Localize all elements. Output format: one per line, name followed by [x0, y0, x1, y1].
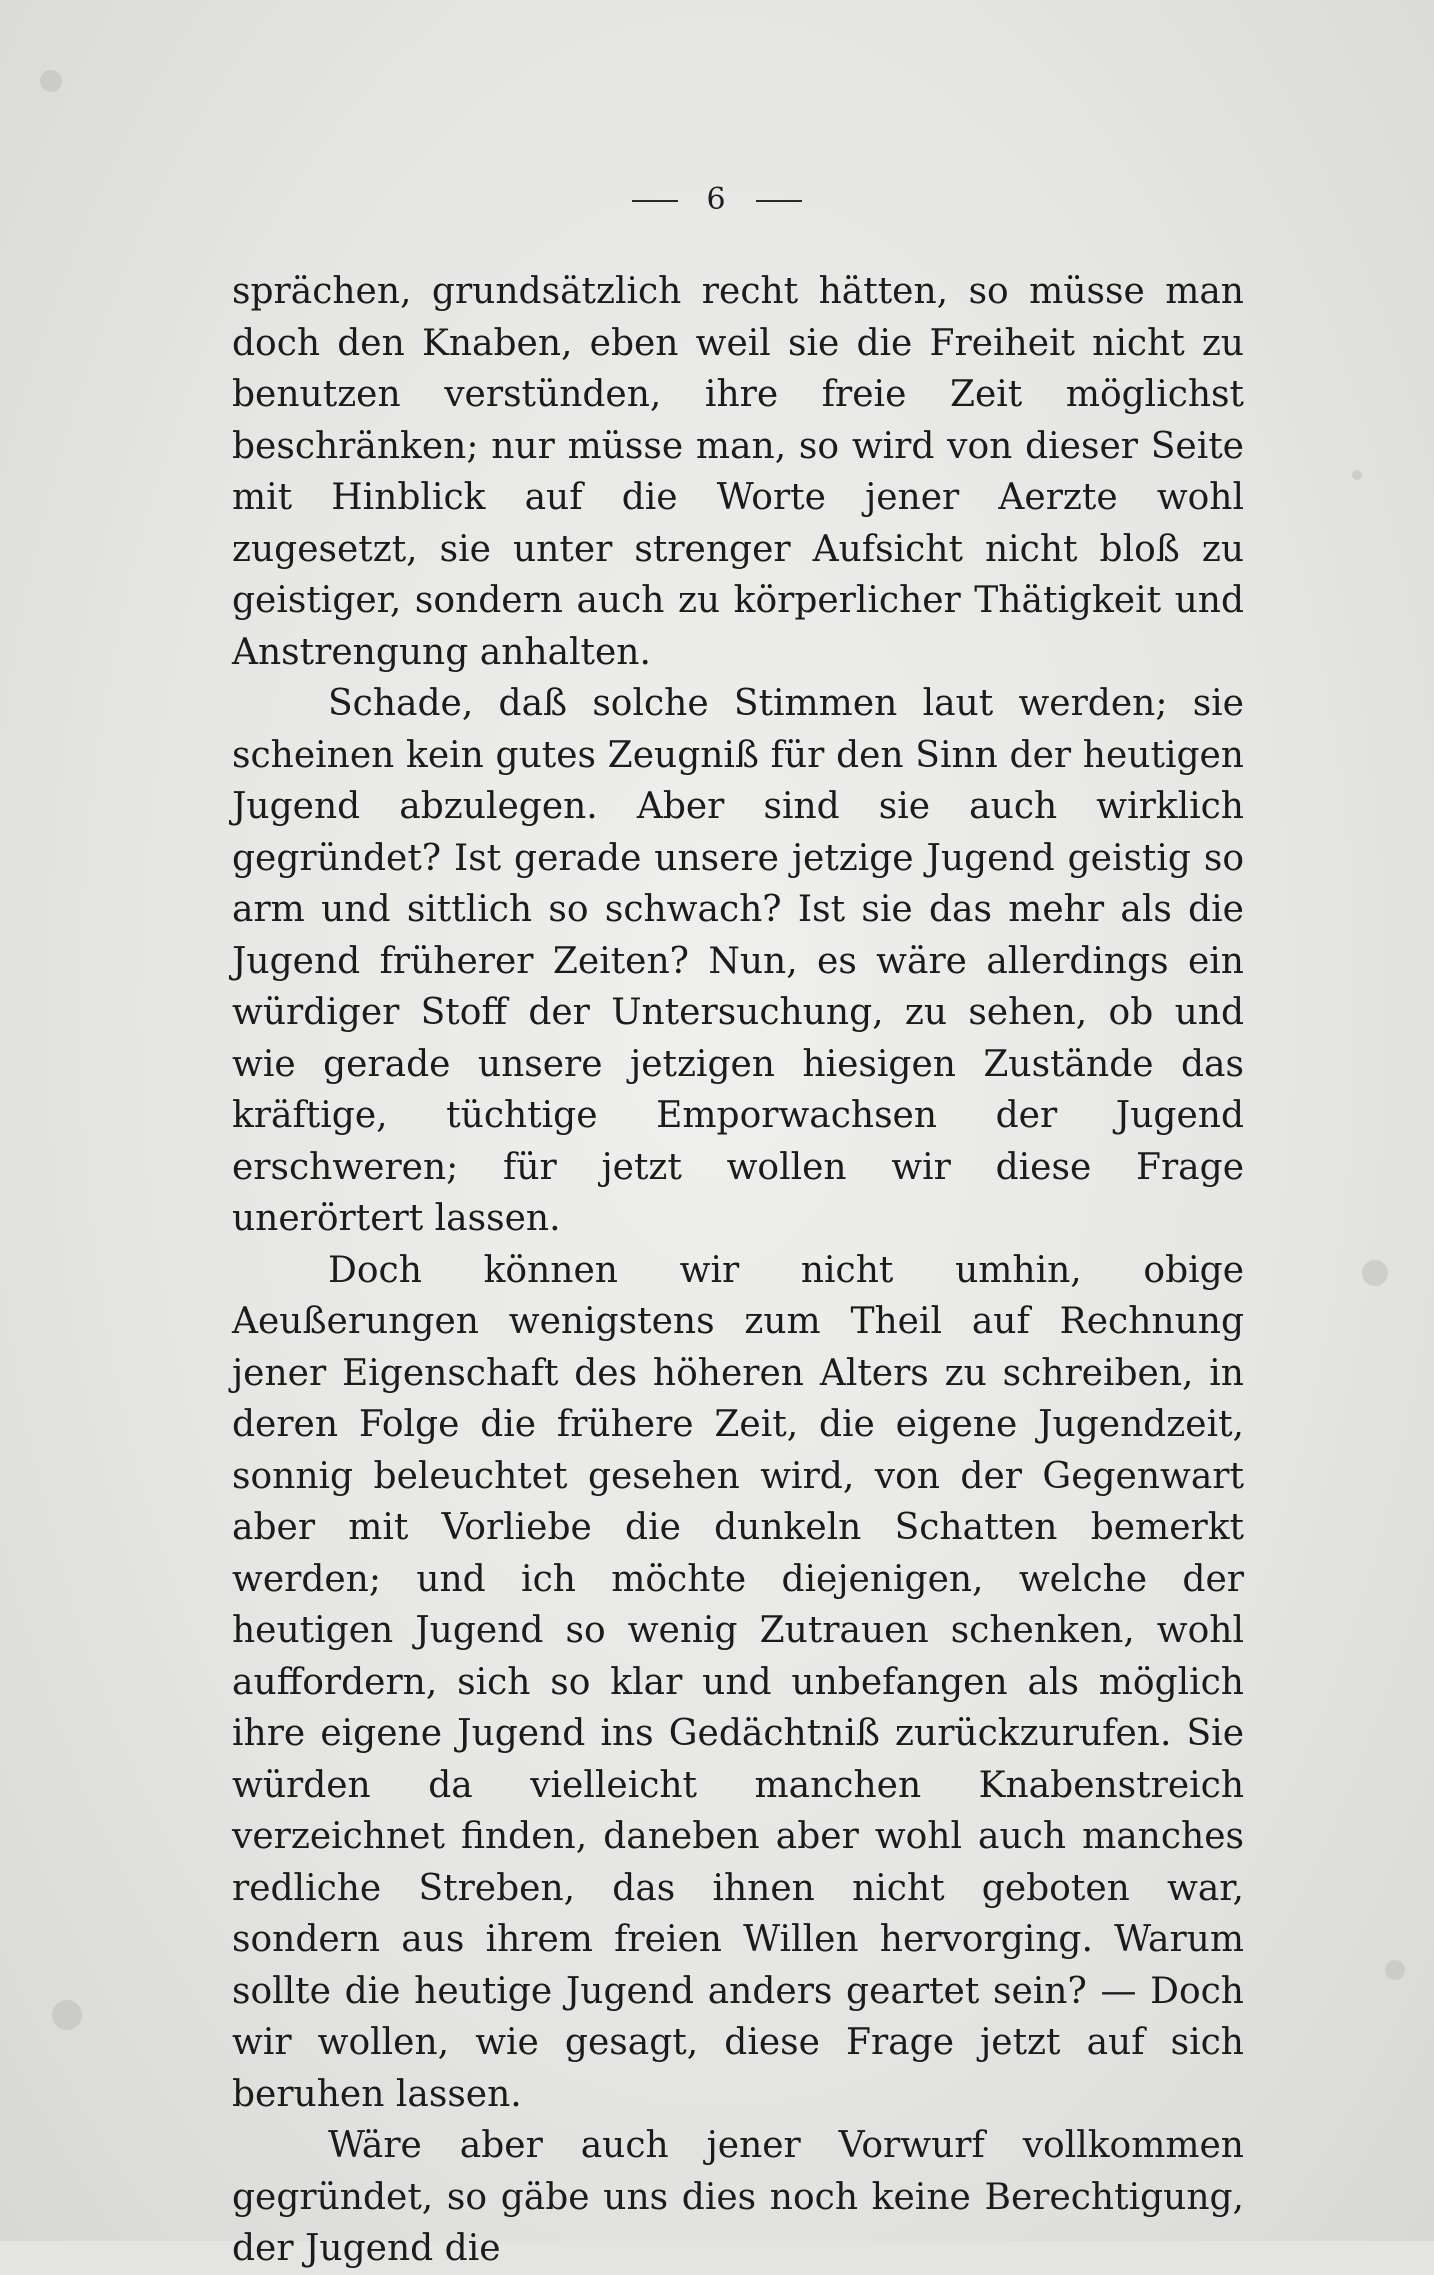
paragraph-4: Wäre aber auch jener Vorwurf vollkommen gegründet, so gäbe uns dies noch keine Berechtigung, der Jugend die [232, 2125, 1244, 2269]
page-number [0, 182, 1434, 217]
paper-speck [52, 2000, 82, 2030]
paper-speck [40, 70, 62, 92]
paper-speck [1362, 1260, 1388, 1286]
paragraph-3: Doch können wir nicht umhin, obige Aeußerungen wenigstens zum Theil auf Rechnung jener Eigenschaft des höheren Alters zu schreiben, in deren Folge die frühere Zeit, die eigene Jugendzeit, sonnig beleuchtet gesehen wird, von der Gegenwart aber mit Vorliebe die dunkeln Schatten bemerkt werden; und ich möchte diejenigen, welche der heutigen Jugend so wenig Zutrauen schenken, wohl auffordern, sich so klar und unbefangen als möglich ihre eigene Jugend ins Gedächtniß zurückzurufen. Sie würden da vielleicht manchen Knabenstreich verzeichnet finden, daneben aber wohl auch manches redliche Streben, das ihnen nicht geboten war, sondern aus ihrem freien Willen hervorging. Warum sollte die heutige Jugend anders geartet sein? — Doch wir wollen, wie gesagt, diese Frage jetzt auf sich beruhen lassen. [232, 1249, 1244, 2115]
page-number-dash-right [756, 200, 802, 202]
paper-speck [1385, 1960, 1405, 1980]
paragraph-2: Schade, daß solche Stimmen laut werden; sie scheinen kein gutes Zeugniß für den Sinn der heutigen Jugend abzulegen. Aber sind sie auch wirklich gegründet? Ist gerade unsere jetzige Jugend geistig so arm und sittlich so schwach? Ist sie das mehr als die Jugend früherer Zeiten? Nun, es wäre allerdings ein würdiger Stoff der Untersuchung, zu sehen, ob und wie gerade unsere jetzigen hiesigen Zustände das kräftige, tüchtige Emporwachsen der Jugend erschweren; für jetzt wollen wir diese Frage unerörtert lassen. [232, 683, 1244, 1239]
page-number-dash-left [632, 200, 678, 202]
paper-speck [1352, 470, 1362, 480]
body-text [232, 266, 1244, 2275]
paragraph-1: sprächen, grundsätzlich recht hätten, so müsse man doch den Knaben, eben weil sie die Freiheit nicht zu benutzen verstünden, ihre freie Zeit möglichst beschränken; nur müsse man, so wird von dieser Seite mit Hinblick auf die Worte jener Aerzte wohl zugesetzt, sie unter strenger Aufsicht nicht bloß zu geistiger, sondern auch zu körperlicher Thätigkeit und Anstrengung anhalten. [232, 271, 1244, 673]
page-number-value: 6 [706, 182, 728, 217]
